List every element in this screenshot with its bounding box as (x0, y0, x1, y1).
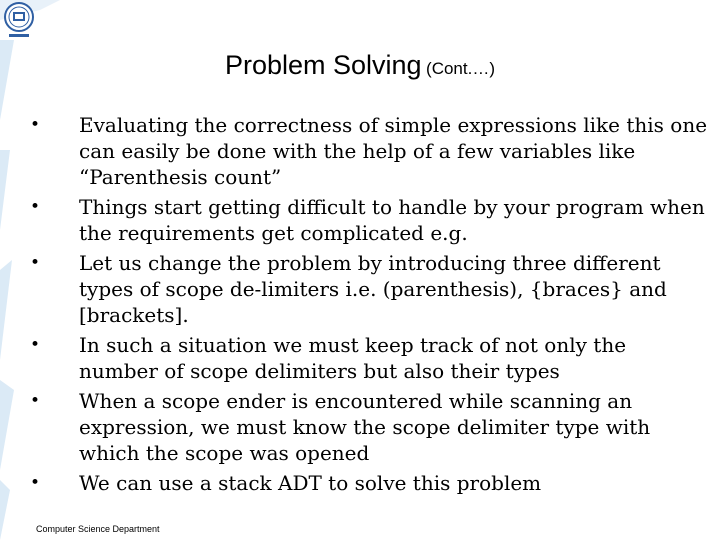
bullet-text: When a scope ender is encountered while scanning an expression, we must know the scope delimiter type with which the scope was opened (79, 389, 651, 465)
title-main: Problem Solving (224, 50, 422, 80)
bullet-text: In such a situation we must keep track of not only the number of scope delimiters but also their types (79, 333, 627, 383)
bullet-dot: • (30, 115, 41, 135)
bullet-item (30, 250, 710, 328)
university-logo-icon (2, 2, 36, 40)
bullet-item (30, 388, 710, 466)
bullet-list (30, 112, 710, 500)
bullet-dot: • (30, 335, 41, 355)
footer-department: Computer Science Department (36, 524, 160, 534)
bullet-text: Let us change the problem by introducing three different types of scope de-limiters i.e. (parenthesis), {braces} and [brackets]. (79, 251, 667, 327)
bullet-text: Evaluating the correctness of simple expressions like this one can easily be done with the help of a few variables like “Parenthesis count” (79, 113, 708, 189)
bullet-dot: • (30, 197, 41, 217)
bullet-dot: • (30, 473, 41, 493)
bullet-text: Things start getting difficult to handle by your program when the requirements get complicated e.g. (79, 195, 705, 245)
slide-title (0, 50, 720, 81)
bullet-item (30, 332, 710, 384)
title-sub: (Cont.…) (426, 59, 495, 78)
bullet-item (30, 112, 710, 190)
bullet-dot: • (30, 391, 41, 411)
bullet-text: We can use a stack ADT to solve this problem (79, 471, 542, 495)
bullet-item (30, 194, 710, 246)
bullet-item (30, 470, 710, 496)
bullet-dot: • (30, 253, 41, 273)
